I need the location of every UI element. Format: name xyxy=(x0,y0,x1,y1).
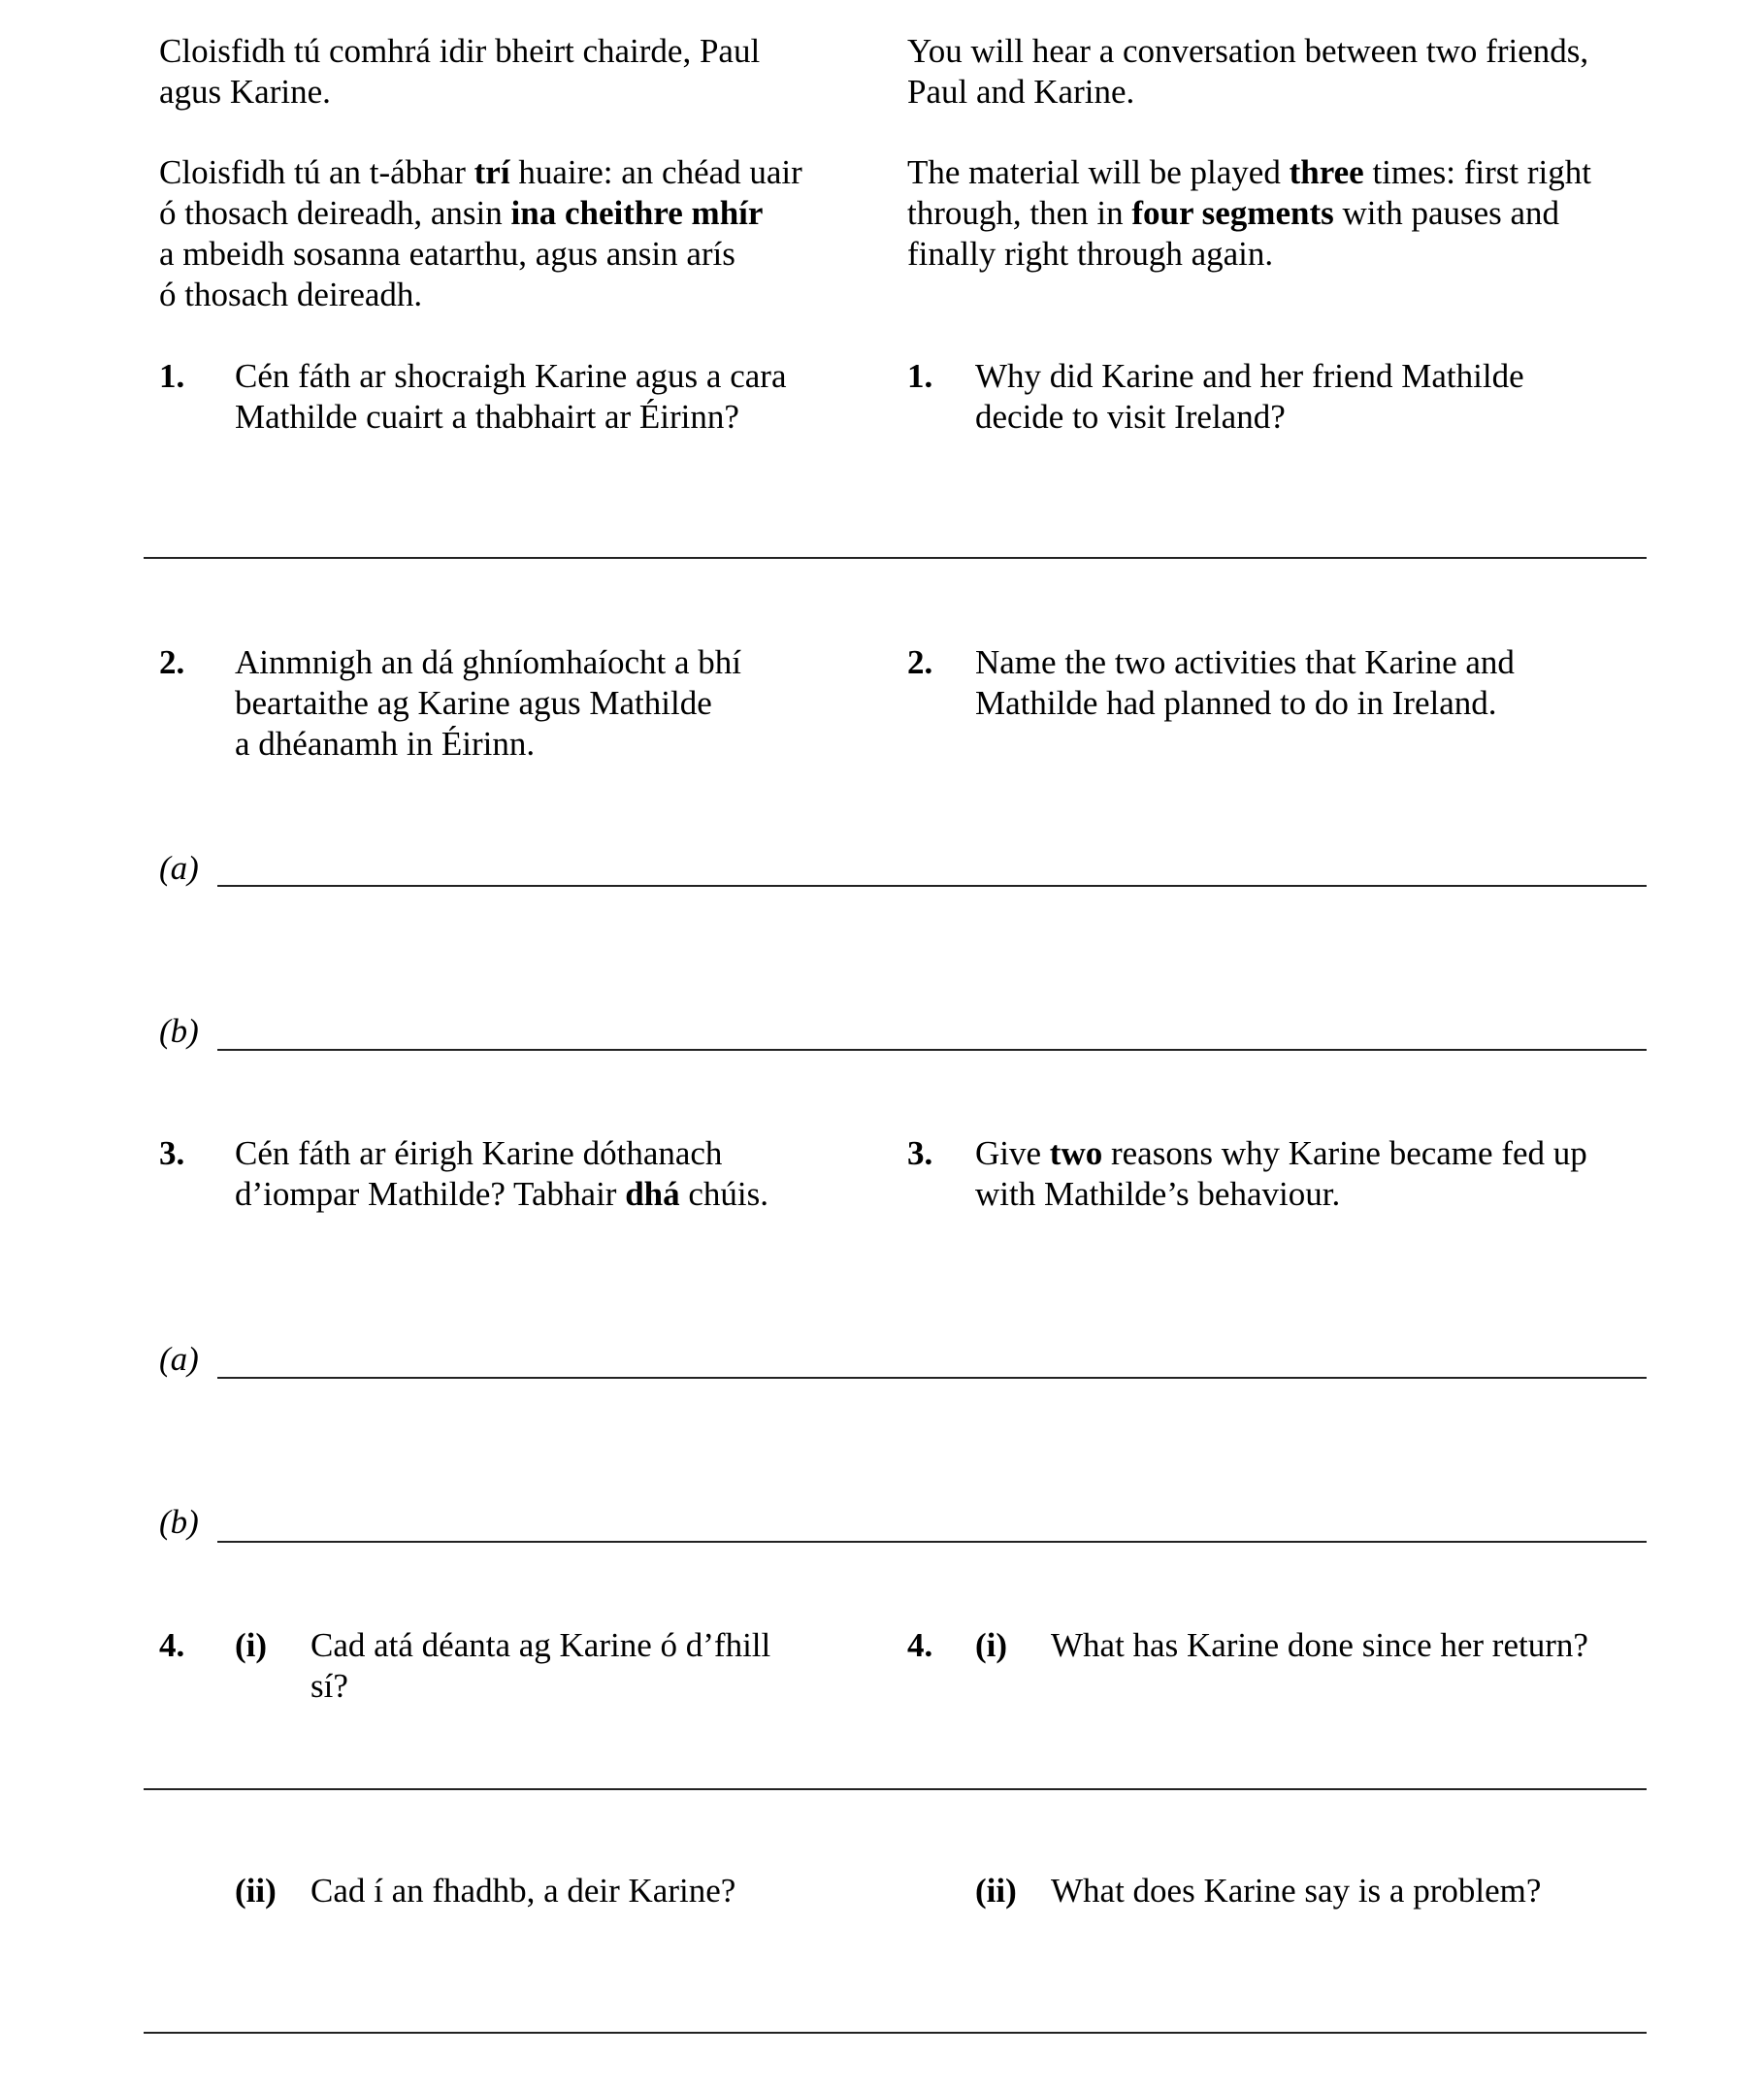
text: through, then in xyxy=(907,194,1132,232)
text-line xyxy=(907,193,1703,234)
subpart-label: (i) xyxy=(975,1626,1008,1664)
text-line: Cloisfidh tú comhrá idir bheirt chairde, Paul xyxy=(159,32,761,70)
emphasis: dhá xyxy=(625,1175,680,1213)
text: ó thosach deireadh, ansin xyxy=(159,194,511,232)
text-line: Ainmnigh an dá ghníomhaíocht a bhí xyxy=(235,643,741,681)
question-number: 4. xyxy=(159,1626,185,1664)
question-number: 2. xyxy=(907,643,933,681)
question-english xyxy=(1051,1871,1749,1911)
text-line xyxy=(975,1133,1742,1174)
answer-line[interactable] xyxy=(144,2032,1647,2034)
question-irish xyxy=(235,642,856,765)
text-line: a dhéanamh in Éirinn. xyxy=(235,725,536,763)
emphasis: ina cheithre mhír xyxy=(510,194,764,232)
text-line: Mathilde had planned to do in Ireland. xyxy=(975,684,1497,722)
subpart-label: (ii) xyxy=(235,1872,277,1910)
question-english xyxy=(1051,1625,1749,1666)
subpart-label: (ii) xyxy=(975,1872,1017,1910)
question-number: 4. xyxy=(907,1626,933,1664)
text: huaire: an chéad uair xyxy=(509,153,802,191)
text: times: first right xyxy=(1363,153,1591,191)
answer-label-a: (a) xyxy=(159,1340,199,1378)
answer-line[interactable] xyxy=(144,557,1647,559)
text-line: with Mathilde’s behaviour. xyxy=(975,1175,1341,1213)
intro-english-p1 xyxy=(907,31,1703,113)
text-line: Cad í an fhadhb, a deir Karine? xyxy=(310,1872,736,1910)
text-line: Cén fáth ar éirigh Karine dóthanach xyxy=(235,1134,723,1172)
text: chúis. xyxy=(679,1175,769,1213)
text-line: sí? xyxy=(310,1667,348,1705)
text-line xyxy=(159,193,838,234)
text: The material will be played xyxy=(907,153,1290,191)
text-line: Mathilde cuairt a thabhairt ar Éirinn? xyxy=(235,398,739,436)
text: with pauses and xyxy=(1333,194,1560,232)
question-number: 3. xyxy=(907,1134,933,1172)
intro-irish-p2 xyxy=(159,152,838,315)
text-line: Cad atá déanta ag Karine ó d’fhill xyxy=(310,1626,771,1664)
text-line: Paul and Karine. xyxy=(907,73,1135,111)
question-number: 1. xyxy=(159,357,185,395)
text-line: What has Karine done since her return? xyxy=(1051,1626,1588,1664)
answer-line-a[interactable] xyxy=(217,1377,1647,1379)
answer-line-a[interactable] xyxy=(217,885,1647,887)
answer-label-b: (b) xyxy=(159,1012,199,1050)
text-line xyxy=(159,152,838,193)
text-line: You will hear a conversation between two friends, xyxy=(907,32,1589,70)
intro-english-p2 xyxy=(907,152,1703,275)
answer-line-b[interactable] xyxy=(217,1049,1647,1051)
emphasis: four segments xyxy=(1131,194,1334,232)
text-line xyxy=(235,1174,856,1215)
question-number: 2. xyxy=(159,643,185,681)
text: Cloisfidh tú an t-ábhar xyxy=(159,153,474,191)
answer-line-b[interactable] xyxy=(217,1541,1647,1543)
text-line xyxy=(907,152,1703,193)
emphasis: trí xyxy=(474,153,510,191)
text-line: finally right through again. xyxy=(907,235,1274,273)
question-english xyxy=(975,642,1713,724)
intro-irish-p1 xyxy=(159,31,838,113)
text-line: a mbeidh sosanna eatarthu, agus ansin arís xyxy=(159,235,735,273)
text: reasons why Karine became fed up xyxy=(1102,1134,1587,1172)
subpart-label: (i) xyxy=(235,1626,268,1664)
question-number: 3. xyxy=(159,1134,185,1172)
question-number: 1. xyxy=(907,357,933,395)
answer-label-b: (b) xyxy=(159,1503,199,1541)
answer-line[interactable] xyxy=(144,1788,1647,1790)
text: d’iompar Mathilde? Tabhair xyxy=(235,1175,626,1213)
question-english xyxy=(975,356,1713,438)
answer-label-a: (a) xyxy=(159,849,199,887)
text-line: beartaithe ag Karine agus Mathilde xyxy=(235,684,712,722)
text-line: Why did Karine and her friend Mathilde xyxy=(975,357,1524,395)
emphasis: two xyxy=(1049,1134,1103,1172)
text-line: Name the two activities that Karine and xyxy=(975,643,1515,681)
question-irish xyxy=(235,356,856,438)
text-line: ó thosach deireadh. xyxy=(159,276,423,313)
question-english xyxy=(975,1133,1742,1215)
text-line: What does Karine say is a problem? xyxy=(1051,1872,1542,1910)
question-irish xyxy=(235,1133,856,1215)
question-irish xyxy=(310,1625,815,1707)
emphasis: three xyxy=(1289,153,1364,191)
text-line: Cén fáth ar shocraigh Karine agus a cara xyxy=(235,357,787,395)
question-irish xyxy=(310,1871,854,1911)
text-line: agus Karine. xyxy=(159,73,331,111)
text: Give xyxy=(975,1134,1050,1172)
text-line: decide to visit Ireland? xyxy=(975,398,1286,436)
